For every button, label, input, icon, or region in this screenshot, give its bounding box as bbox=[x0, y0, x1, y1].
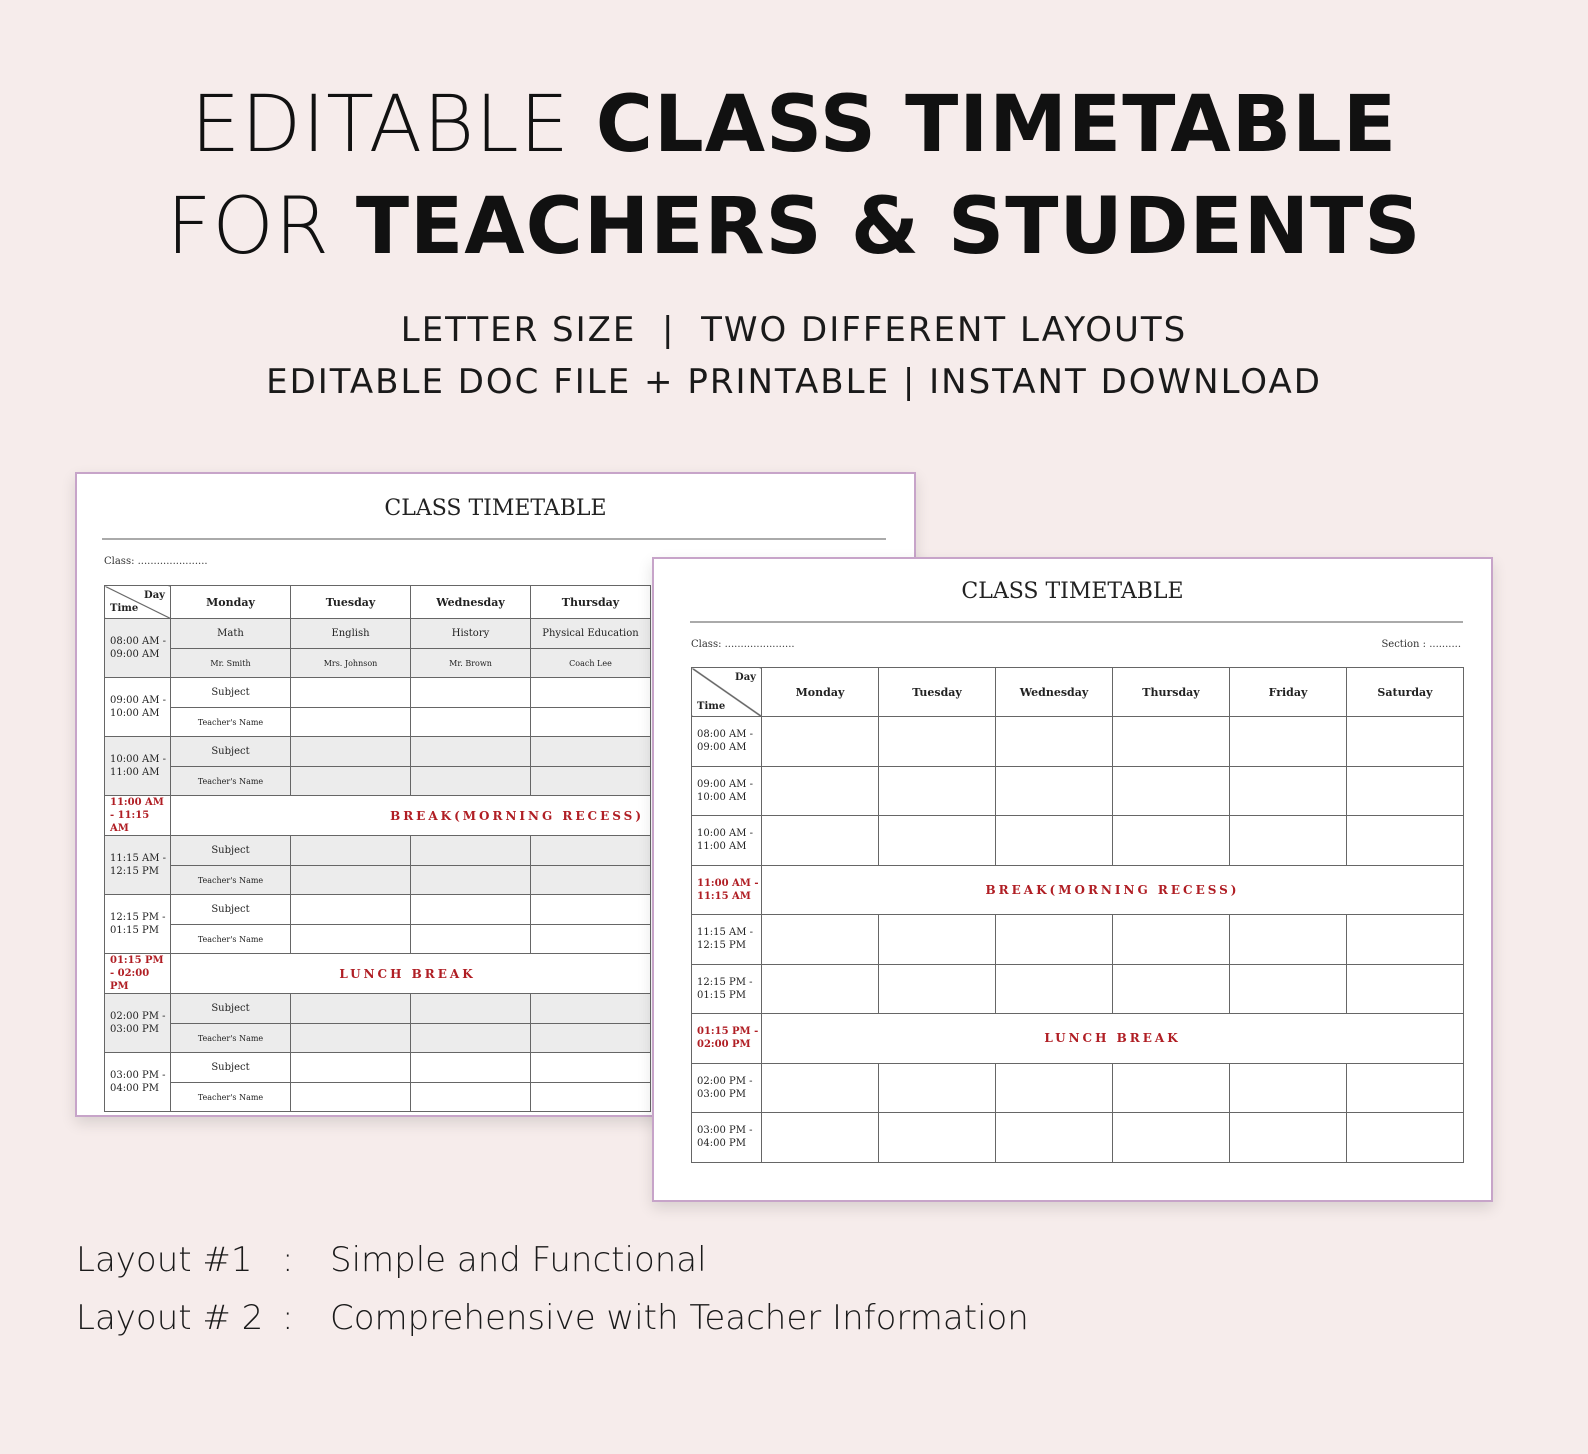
subject-cell: Subject bbox=[171, 836, 291, 866]
teacher-cell bbox=[291, 708, 411, 737]
teacher-cell bbox=[411, 866, 531, 895]
empty-cell bbox=[1347, 1063, 1464, 1113]
teacher-cell bbox=[291, 1024, 411, 1053]
empty-cell bbox=[1113, 1063, 1230, 1113]
empty-cell bbox=[879, 1063, 996, 1113]
footer-label: Layout # 2 bbox=[76, 1298, 264, 1338]
break-row bbox=[692, 865, 1464, 915]
day-header: Monday bbox=[171, 586, 291, 619]
empty-cell bbox=[1113, 964, 1230, 1014]
empty-cell bbox=[1347, 964, 1464, 1014]
table-row bbox=[692, 1113, 1464, 1163]
table-row bbox=[692, 1063, 1464, 1113]
headline-bold: CLASS TIMETABLE bbox=[595, 80, 1398, 170]
day-header: Wednesday bbox=[411, 586, 531, 619]
table-row bbox=[105, 649, 651, 678]
footer-desc: Simple and Functional bbox=[330, 1240, 707, 1280]
class-label: Class: ...................... bbox=[104, 556, 208, 567]
time-cell: 11:15 AM - 12:15 PM bbox=[692, 915, 762, 965]
footer-label: Layout #1 bbox=[76, 1240, 253, 1280]
header-row bbox=[105, 586, 651, 619]
timetable-layout-2 bbox=[691, 667, 1464, 1163]
day-header: Monday bbox=[762, 668, 879, 717]
empty-cell bbox=[1113, 1113, 1230, 1163]
subject-cell: History bbox=[411, 619, 531, 649]
subject-cell: Subject bbox=[171, 737, 291, 767]
day-header: Thursday bbox=[1113, 668, 1230, 717]
empty-cell bbox=[1230, 816, 1347, 866]
class-label: Class: ...................... bbox=[691, 639, 795, 650]
table-row bbox=[105, 619, 651, 649]
table-row bbox=[105, 708, 651, 737]
headline-line-2 bbox=[0, 182, 1588, 272]
subline-1: LETTER SIZE | TWO DIFFERENT LAYOUTS bbox=[400, 310, 1188, 350]
subject-cell bbox=[411, 895, 531, 925]
teacher-cell: Teacher's Name bbox=[171, 708, 291, 737]
empty-cell bbox=[762, 915, 879, 965]
teacher-cell bbox=[411, 1083, 531, 1112]
teacher-cell bbox=[531, 1083, 651, 1112]
teacher-cell: Mr. Smith bbox=[171, 649, 291, 678]
subject-cell bbox=[291, 1053, 411, 1083]
break-label: LUNCH BREAK bbox=[762, 1014, 1464, 1064]
teacher-cell bbox=[411, 925, 531, 954]
day-header: Friday bbox=[1230, 668, 1347, 717]
empty-cell bbox=[1230, 964, 1347, 1014]
empty-cell bbox=[996, 1113, 1113, 1163]
time-cell: 09:00 AM - 10:00 AM bbox=[692, 766, 762, 816]
timetable-title: CLASS TIMETABLE bbox=[961, 579, 1184, 604]
empty-cell bbox=[996, 816, 1113, 866]
empty-cell bbox=[879, 717, 996, 767]
subject-cell: Subject bbox=[171, 678, 291, 708]
headline-bold: TEACHERS & STUDENTS bbox=[355, 182, 1422, 272]
table-row bbox=[692, 816, 1464, 866]
table-row bbox=[105, 925, 651, 954]
empty-cell bbox=[879, 915, 996, 965]
empty-cell bbox=[762, 1063, 879, 1113]
teacher-cell: Teacher's Name bbox=[171, 767, 291, 796]
teacher-cell: Coach Lee bbox=[531, 649, 651, 678]
table-row bbox=[105, 866, 651, 895]
table-row bbox=[105, 1083, 651, 1112]
empty-cell bbox=[996, 964, 1113, 1014]
table-row bbox=[105, 994, 651, 1024]
empty-cell bbox=[996, 915, 1113, 965]
teacher-cell bbox=[531, 866, 651, 895]
break-label: BREAK(MORNING RECESS) bbox=[171, 796, 651, 836]
time-cell: 11:00 AM - 11:15 AM bbox=[692, 865, 762, 915]
corner-time: Time bbox=[697, 701, 726, 712]
footer-sep: : bbox=[282, 1298, 294, 1338]
empty-cell bbox=[1347, 717, 1464, 767]
table-row bbox=[105, 767, 651, 796]
table-row bbox=[692, 915, 1464, 965]
section-label: Section : .......... bbox=[1381, 639, 1461, 650]
table-row bbox=[105, 678, 651, 708]
time-cell: 10:00 AM - 11:00 AM bbox=[105, 737, 171, 796]
empty-cell bbox=[879, 1113, 996, 1163]
subject-cell bbox=[531, 678, 651, 708]
subject-cell bbox=[411, 1053, 531, 1083]
time-cell: 01:15 PM - 02:00 PM bbox=[105, 954, 171, 994]
break-row bbox=[692, 1014, 1464, 1064]
empty-cell bbox=[762, 766, 879, 816]
time-cell: 11:15 AM - 12:15 PM bbox=[105, 836, 171, 895]
table-row bbox=[692, 717, 1464, 767]
time-cell: 02:00 PM - 03:00 PM bbox=[692, 1063, 762, 1113]
empty-cell bbox=[996, 766, 1113, 816]
empty-cell bbox=[879, 964, 996, 1014]
time-cell: 12:15 PM - 01:15 PM bbox=[692, 964, 762, 1014]
empty-cell bbox=[879, 766, 996, 816]
empty-cell bbox=[762, 1113, 879, 1163]
teacher-cell bbox=[411, 767, 531, 796]
teacher-cell: Teacher's Name bbox=[171, 866, 291, 895]
empty-cell bbox=[1230, 766, 1347, 816]
corner-day: Day bbox=[144, 590, 165, 601]
teacher-cell: Mrs. Johnson bbox=[291, 649, 411, 678]
subline-2: EDITABLE DOC FILE + PRINTABLE | INSTANT DOWNLOAD bbox=[266, 362, 1322, 402]
break-label: LUNCH BREAK bbox=[171, 954, 651, 994]
teacher-cell bbox=[291, 1083, 411, 1112]
time-cell: 11:00 AM - 11:15 AM bbox=[105, 796, 171, 836]
empty-cell bbox=[762, 964, 879, 1014]
subject-cell: English bbox=[291, 619, 411, 649]
table-row bbox=[105, 836, 651, 866]
timetable-layout-1 bbox=[104, 585, 651, 1112]
empty-cell bbox=[996, 1063, 1113, 1113]
header-row bbox=[692, 668, 1464, 717]
empty-cell bbox=[1347, 766, 1464, 816]
time-cell: 01:15 PM - 02:00 PM bbox=[692, 1014, 762, 1064]
break-label: BREAK(MORNING RECESS) bbox=[762, 865, 1464, 915]
empty-cell bbox=[1113, 766, 1230, 816]
subject-cell: Subject bbox=[171, 895, 291, 925]
subject-cell: Subject bbox=[171, 994, 291, 1024]
footer-sep: : bbox=[282, 1240, 294, 1280]
headline-line-1 bbox=[0, 80, 1588, 170]
day-header: Tuesday bbox=[291, 586, 411, 619]
corner-day: Day bbox=[735, 672, 756, 683]
subject-cell bbox=[531, 895, 651, 925]
footer-desc: Comprehensive with Teacher Information bbox=[330, 1298, 1029, 1338]
subject-cell bbox=[411, 737, 531, 767]
subject-cell bbox=[291, 895, 411, 925]
subject-cell bbox=[411, 994, 531, 1024]
timetable-title: CLASS TIMETABLE bbox=[384, 496, 607, 521]
empty-cell bbox=[1230, 1063, 1347, 1113]
teacher-cell bbox=[531, 925, 651, 954]
time-cell: 03:00 PM - 04:00 PM bbox=[692, 1113, 762, 1163]
subject-cell: Physical Education bbox=[531, 619, 651, 649]
empty-cell bbox=[1230, 1113, 1347, 1163]
time-cell: 10:00 AM - 11:00 AM bbox=[692, 816, 762, 866]
empty-cell bbox=[762, 816, 879, 866]
empty-cell bbox=[1113, 915, 1230, 965]
time-cell: 12:15 PM - 01:15 PM bbox=[105, 895, 171, 954]
teacher-cell: Teacher's Name bbox=[171, 1024, 291, 1053]
corner-cell bbox=[105, 586, 171, 619]
break-row bbox=[105, 796, 651, 836]
empty-cell bbox=[879, 816, 996, 866]
day-header: Wednesday bbox=[996, 668, 1113, 717]
subject-cell bbox=[411, 678, 531, 708]
table-row bbox=[692, 766, 1464, 816]
subject-cell bbox=[531, 994, 651, 1024]
headline-light: FOR bbox=[166, 182, 331, 272]
table-row bbox=[692, 964, 1464, 1014]
subject-cell bbox=[291, 678, 411, 708]
teacher-cell: Teacher's Name bbox=[171, 1083, 291, 1112]
subject-cell bbox=[291, 994, 411, 1024]
teacher-cell bbox=[291, 925, 411, 954]
table-row bbox=[105, 737, 651, 767]
corner-cell bbox=[692, 668, 762, 717]
subject-cell bbox=[291, 737, 411, 767]
time-cell: 03:00 PM - 04:00 PM bbox=[105, 1053, 171, 1112]
empty-cell bbox=[1347, 915, 1464, 965]
subject-cell bbox=[411, 836, 531, 866]
empty-cell bbox=[1113, 717, 1230, 767]
subject-cell bbox=[531, 1053, 651, 1083]
break-row bbox=[105, 954, 651, 994]
subject-cell bbox=[531, 836, 651, 866]
time-cell: 02:00 PM - 03:00 PM bbox=[105, 994, 171, 1053]
teacher-cell: Teacher's Name bbox=[171, 925, 291, 954]
teacher-cell bbox=[411, 708, 531, 737]
day-header: Tuesday bbox=[879, 668, 996, 717]
headline-light: EDITABLE bbox=[190, 80, 570, 170]
day-header: Thursday bbox=[531, 586, 651, 619]
time-cell: 08:00 AM - 09:00 AM bbox=[692, 717, 762, 767]
subject-cell: Subject bbox=[171, 1053, 291, 1083]
empty-cell bbox=[996, 717, 1113, 767]
teacher-cell bbox=[531, 708, 651, 737]
divider bbox=[690, 621, 1463, 623]
empty-cell bbox=[1113, 816, 1230, 866]
divider bbox=[102, 538, 886, 540]
empty-cell bbox=[762, 717, 879, 767]
teacher-cell: Mr. Brown bbox=[411, 649, 531, 678]
layout-2-preview bbox=[652, 557, 1493, 1202]
teacher-cell bbox=[411, 1024, 531, 1053]
empty-cell bbox=[1347, 1113, 1464, 1163]
corner-time: Time bbox=[110, 603, 139, 614]
time-cell: 08:00 AM - 09:00 AM bbox=[105, 619, 171, 678]
teacher-cell bbox=[291, 866, 411, 895]
empty-cell bbox=[1230, 915, 1347, 965]
teacher-cell bbox=[531, 767, 651, 796]
teacher-cell bbox=[531, 1024, 651, 1053]
subject-cell bbox=[531, 737, 651, 767]
teacher-cell bbox=[291, 767, 411, 796]
empty-cell bbox=[1230, 717, 1347, 767]
day-header: Saturday bbox=[1347, 668, 1464, 717]
table-row bbox=[105, 1024, 651, 1053]
subject-cell bbox=[291, 836, 411, 866]
time-cell: 09:00 AM - 10:00 AM bbox=[105, 678, 171, 737]
table-row bbox=[105, 1053, 651, 1083]
table-row bbox=[105, 895, 651, 925]
subject-cell: Math bbox=[171, 619, 291, 649]
empty-cell bbox=[1347, 816, 1464, 866]
